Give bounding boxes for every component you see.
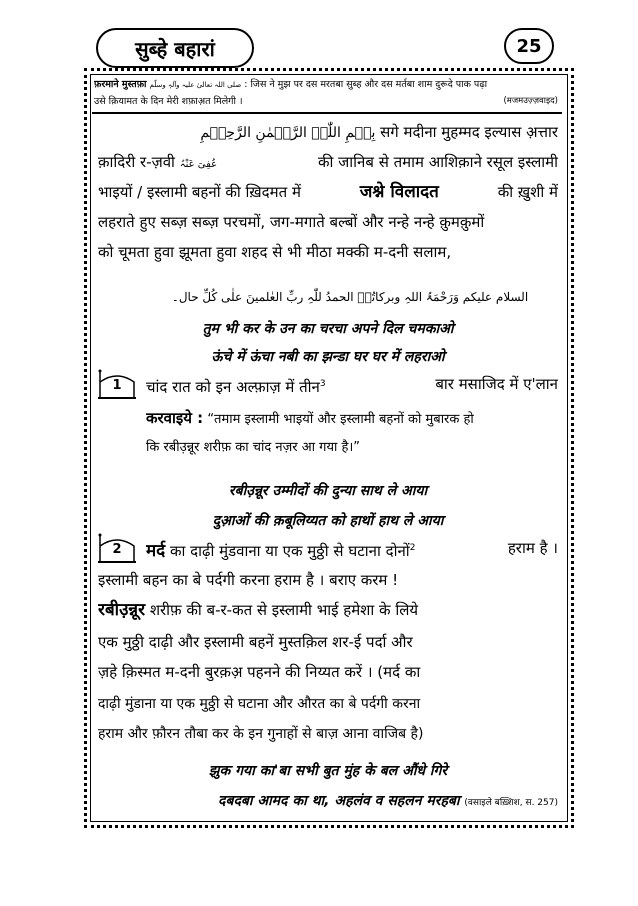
point-1-line-2 — [146, 404, 558, 434]
intro-line-5-text: को चूमता हुवा झूमता हुवा शहद से भी मीठा मक्की म-दनी सलाम, — [98, 243, 452, 261]
intro-line-3 — [98, 178, 558, 206]
verse-3-line-1: झुक गया का'बा सभी बुत मुंह के बल औंधे गिरे — [208, 763, 448, 779]
hadith-text-1: : जिस ने मुझ पर दस मरतबा सुब्ह और दस मर्तबा शाम दुरूदे पाक पढ़ा — [244, 79, 488, 90]
book-title-text: सुब्हे बहारां — [135, 36, 215, 61]
point-1-line-1 — [146, 370, 558, 401]
intro-line-1 — [98, 118, 558, 147]
point-1-line-1-a: चांद रात को इन अल्फ़ाज़ में तीन — [146, 378, 320, 396]
book-title — [96, 28, 254, 68]
intro-line-2 — [98, 148, 558, 179]
point-2-line-3-bold: रबीउ़न्नूर — [98, 600, 146, 620]
page-number-text: 25 — [516, 35, 542, 57]
intro-line-3-b: की ख़ुशी में — [497, 183, 558, 201]
point-2-line-3-rest: शरीफ़ की ब-र-कत से इस्लामी भाई हमेशा के लिये — [149, 601, 419, 619]
point-2-number: 2 — [112, 542, 122, 557]
intro-line-4 — [98, 208, 558, 236]
hadith-label: फ़रमाने मुस्तफ़ा — [94, 79, 147, 90]
point-2-line-1 — [146, 534, 558, 565]
point-2-line-1-a: का दाढ़ी मुंडवाना या एक मुठ्ठी से घटाना दोनों — [169, 542, 410, 560]
point-2-line-2 — [98, 566, 558, 594]
hadith-line-1 — [94, 76, 560, 94]
point-2-line-6 — [98, 690, 558, 718]
verse-2-line-1: रबीउ़न्नूर उम्मीदों की दुन्या साथ ले आया — [228, 483, 428, 499]
point-2-line-6-text: दाढ़ी मुंडाना या एक मुठ्ठी से घटाना और औरत का बे पर्दगी करना — [98, 696, 421, 712]
point-1-line-3-text: कि रबीउ़न्नूर शरीफ़ का चांद नज़र आ गया है।” — [146, 440, 361, 455]
verse-1-line-1: तुम भी कर के उन का चरचा अपने दिल चमकाओ — [202, 321, 454, 337]
verse-3-line-2 — [98, 788, 560, 816]
point-2-sup: 2 — [409, 543, 416, 553]
verse-1-line-2: ऊंचे में ऊंचा नबी का झन्डा घर घर में लहराओ — [211, 349, 445, 365]
point-2-line-5 — [98, 658, 558, 686]
point-2-line-4-text: एक मुठ्ठी दाढ़ी और इस्लामी बहनें मुस्तक़िल शर-ई पर्दा और — [98, 633, 413, 651]
point-2-marker — [96, 532, 138, 566]
point-2-line-1-bold: मर्द — [146, 541, 166, 561]
point-2-line-4 — [98, 628, 558, 656]
point-1-line-2-a: करवाइये : — [146, 409, 204, 427]
intro-line-5 — [98, 238, 558, 266]
jashne-wiladat: जश्ने विलादत — [359, 182, 439, 202]
point-2-line-2-text: इस्लामी बहन का बे पर्दगी करना हराम है । बराए करम ! — [98, 571, 399, 589]
point-2-line-3 — [98, 596, 558, 624]
dua-text: عُفِیَ عَنْہُ — [179, 159, 218, 170]
bismillah: بِسۡمِ اللّٰہِ الرَّحۡمٰنِ الرَّحِیۡمِ — [200, 125, 376, 141]
intro-line-2-a: क़ादिरी र-ज़वी — [98, 153, 175, 171]
point-2-line-7-text: हराम और फ़ौरन तौबा कर के इन गुनाहों से बाज़ आना वाजिब है) — [98, 726, 424, 742]
intro-line-2-b: की जानिब से तमाम आशिक़ाने रसूल इस्लामी — [317, 153, 558, 171]
point-1-marker — [96, 368, 138, 402]
verse-3-reference: (वसाइले बख़्शिश, स. 257) — [464, 798, 558, 808]
point-1-line-3 — [146, 434, 558, 462]
point-1-sup: 3 — [319, 379, 326, 389]
point-2-line-1-b: हराम है । — [507, 539, 558, 557]
point-1-line-1-b: बार मसाजिद में ए'लान — [435, 375, 558, 393]
intro-line-1-text: सगे मदीना मुहम्मद इल्यास अ़त्तार — [380, 123, 558, 141]
hadith-salutation: صلی اللہ تعالیٰ علیہ وآلہٖ وسلّم — [149, 81, 242, 89]
hadith-box — [92, 74, 562, 114]
verse-3-line-2-text: दबदबा आमद का था, अहलंव व सहलन मरहबा — [218, 793, 460, 809]
point-2-line-5-text: ज़हे क़िस्मत म-दनी बुरक़अ़ पहनने की निय्यत करें । (मर्द का — [98, 663, 421, 681]
intro-line-4-text: लहराते हुए सब्ज़ सब्ज़ परचमों, जग-मगाते बल्बों और नन्हे नन्हे क़ुमक़ुमों — [98, 213, 485, 231]
verse-2-line-2: दुआ़ओं की क़बूलिय्यत को हाथों हाथ ले आया — [212, 513, 444, 529]
point-2-line-7 — [98, 720, 558, 748]
point-1-number: 1 — [112, 378, 122, 393]
point-1-line-2-b: “तमाम इस्लामी भाइयों और इस्लामी बहनों को मुबारक हो — [207, 412, 474, 427]
hadith-text-2: उसे क़ियामत के दिन मेरी शफ़ाअ़त मिलेगी । — [94, 96, 243, 107]
page-number — [504, 28, 554, 64]
hadith-line-2 — [94, 93, 560, 110]
arabic-salutation: السلام علیکم وَرَحْمَۃُ اللہِ وبرکاتُہٗ الحمدُ للّٰہِ ربِّ العٰلمینَ علٰی کُلِّ حال۔ — [171, 290, 529, 304]
hadith-reference: (मजमउज़्ज़वाइद) — [503, 96, 558, 106]
intro-line-3-a: भाइयों / इस्लामी बहनों की ख़िदमत में — [98, 183, 301, 201]
